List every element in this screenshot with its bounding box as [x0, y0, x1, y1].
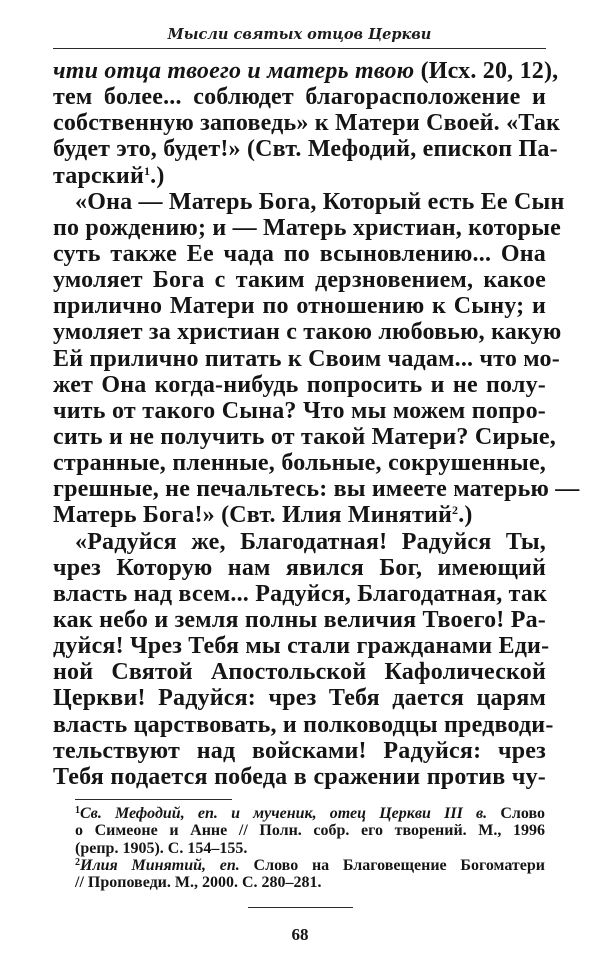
text-line: Церкви! Радуйся: чрез Тебя дается царям: [53, 685, 546, 712]
paragraph-start: «Она — Матерь Бога, Который есть Ее Сын: [75, 188, 565, 215]
running-head: Мысли святых отцов Церкви: [167, 26, 432, 43]
text-line: странные, пленные, больные, сокрушенные,: [53, 450, 546, 477]
footnotes: [75, 805, 545, 891]
text-line: тарский$^1$.): [53, 162, 165, 189]
text-line: ной Святой Апостольской Кафолической: [53, 659, 546, 686]
text-line: Ей прилично питать к Своим чадам... что мо-: [53, 345, 560, 372]
text-line: жет Она когда-нибудь попросить и не полу-: [53, 371, 546, 398]
text-line: собственную заповедь» к Матери Своей. «Так: [53, 110, 561, 137]
footnote-author: Св. Мефодий, еп. и мученик, отец Церкви III в.: [80, 805, 488, 822]
text-line: будет это, будет!» (Свт. Мефодий, епископ Па-: [53, 136, 558, 163]
scripture-quote: чти отца твоего и матерь твою: [53, 58, 415, 84]
footnote-ref-2[interactable]: 2: [452, 503, 459, 518]
text-line: власть царствовать, и полководцы предводи-: [53, 711, 554, 738]
text-line: умоляет Бога с таким дерзновением, какое: [53, 267, 546, 294]
header-rule: [53, 48, 546, 49]
footnote-marker: 1: [75, 805, 80, 816]
footnote-line: (репр. 1905). С. 154–155.: [75, 839, 248, 857]
footnote-marker: 2: [75, 856, 80, 868]
text-line: прилично Матери по отношению к Сыну; и: [53, 293, 546, 320]
text-line: чрез Которую нам явился Бог, имеющий: [53, 554, 546, 581]
text-line: Тебя подается победа в сражении против чу-: [53, 763, 546, 790]
text-line: тем более... соблюдет благорасположение и: [53, 84, 546, 111]
paragraph-start: «Радуйся же, Благодатная! Радуйся Ты,: [75, 528, 546, 555]
footnote-2: $^2$Илия Минятий, еп. Слово на Благовещение Богоматери: [75, 856, 545, 874]
footnote-author: Илия Минятий, еп.: [80, 856, 240, 874]
text-line: грешные, не печальтесь: вы имеете матерью —: [53, 476, 580, 503]
text-line: чти отца твоего и матерь твою (Исх. 20, 12),: [53, 58, 559, 84]
text-line: сить и не получить от такой Матери? Сирые,: [53, 423, 556, 450]
footnote-separator: [75, 799, 232, 800]
text-line: умоляет за христиан с такою любовью, какую: [53, 319, 562, 346]
footnote-1: $^1$Св. Мефодий, еп. и мученик, отец Церкви III в. Слово: [75, 805, 545, 822]
text-line: власть над всем... Радуйся, Благодатная, так: [53, 580, 548, 607]
text-line: чить от такого Сына? Что мы можем попро-: [53, 397, 546, 424]
text-line: как небо и земля полны величия Твоего! Ра-: [53, 606, 546, 633]
text-line: суть также Ее чада по всыновлению... Она: [53, 240, 546, 267]
folio-rule: [248, 907, 353, 908]
text-line: по рождению; и — Матерь христиан, которые: [53, 214, 561, 241]
footnote-line: // Проповеди. М., 2000. С. 280–281.: [75, 874, 322, 892]
page-number: 68: [291, 925, 309, 944]
text-line: Матерь Бога!» (Свт. Илия Минятий$^2$.): [53, 502, 473, 529]
text-line: тельствуют над войсками! Радуйся: чрез: [53, 737, 546, 764]
text-line: дуйся! Чрез Тебя мы стали гражданами Еди-: [53, 633, 550, 660]
footnote-ref-1[interactable]: 1: [143, 163, 151, 178]
footnote-line: о Симеоне и Анне // Полн. собр. его творений. М., 1996: [75, 822, 545, 840]
main-text: [53, 58, 580, 790]
